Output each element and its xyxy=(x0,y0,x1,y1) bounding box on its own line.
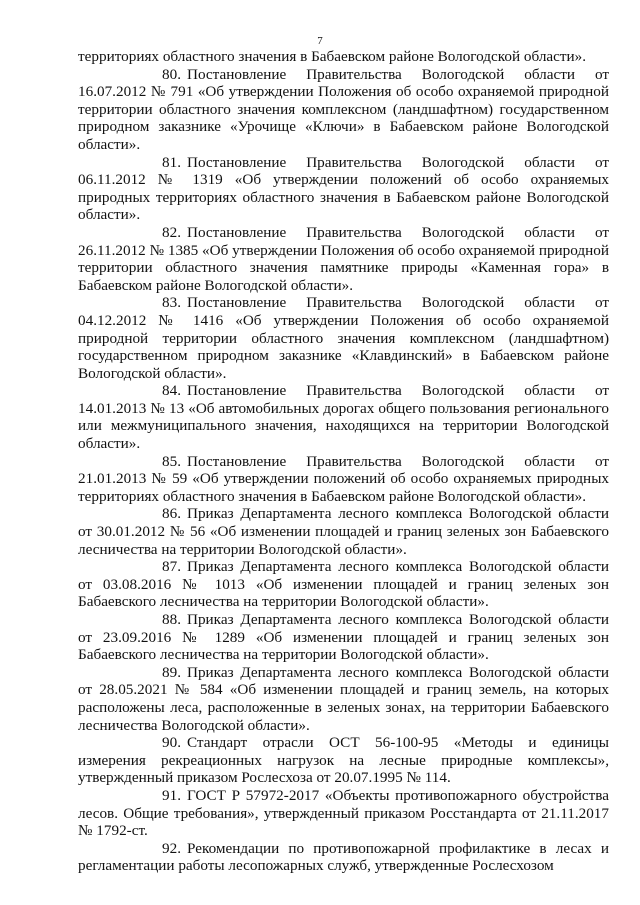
list-item xyxy=(78,611,609,664)
continued-paragraph: территориях областного значения в Бабаевском районе Вологодской области». xyxy=(78,48,587,65)
item-number: 80. xyxy=(162,65,181,83)
item-text: Постановление Правительства Вологодской области от 04.12.2012 № 1416 «Об утверждении Положения об особо охраняемой природной территории областного значения комплексном (ландшафтном) государственном природном заказнике «Клавдинский» в Бабаевском районе Вологодской области». xyxy=(78,294,609,382)
item-text: ГОСТ Р 57972-2017 «Объекты противопожарного обустройства лесов. Общие требования», утвержденный приказом Росстандарта от 21.11.2017 № 1792-ст. xyxy=(78,786,609,840)
item-text: Приказ Департамента лесного комплекса Вологодской области от 30.01.2012 № 56 «Об изменении площадей и границ зеленых зон Бабаевского лесничества на территории Вологодской области». xyxy=(78,505,609,558)
item-text: Постановление Правительства Вологодской области от 21.01.2013 № 59 «Об утверждении положений об особо охраняемых природных территориях областного значения в Бабаевском районе Вологодской области». xyxy=(78,452,609,505)
item-text: Приказ Департамента лесного комплекса Вологодской области от 23.09.2016 № 1289 «Об изменении площадей и границ зеленых зон Бабаевского лесничества на территории Вологодской области». xyxy=(78,611,609,664)
list-item xyxy=(78,382,609,452)
item-text: Постановление Правительства Вологодской области от 16.07.2012 № 791 «Об утверждении Положения об особо охраняемой природной территории областного значения комплексном (ландшафтном) государственном природном заказнике «Урочище «Ключи» в Бабаевском районе Вологодской области». xyxy=(78,65,609,153)
list-item xyxy=(78,154,609,224)
list-item xyxy=(78,66,609,154)
item-text: Стандарт отрасли ОСТ 56-100-95 «Методы и единицы измерения рекреационных нагрузок на лесные природные комплексы», утвержденный приказом Рослесхоза от 20.07.1995 № 114. xyxy=(78,734,609,787)
list-item xyxy=(78,224,609,294)
item-text: Постановление Правительства Вологодской области от 06.11.2012 № 1319 «Об утверждении положений об особо охраняемых природных территориях областного значения в Бабаевском районе Вологодской области». xyxy=(78,153,609,224)
item-number: 90. xyxy=(162,734,181,752)
list-item xyxy=(78,787,609,840)
list-item xyxy=(78,505,609,558)
item-number: 91. xyxy=(162,786,181,804)
list-item xyxy=(78,453,609,506)
item-number: 89. xyxy=(162,663,181,681)
item-number: 86. xyxy=(162,505,181,523)
item-number: 81. xyxy=(162,153,181,171)
item-text: Рекомендации по противопожарной профилактике в лесах и регламентации работы лесопожарных служб, утвержденные Рослесхозом xyxy=(78,839,609,875)
item-text: Постановление Правительства Вологодской области от 26.11.2012 № 1385 «Об утверждении Положения об особо охраняемой природной территории областного значения памятнике природы «Каменная гора» в Бабаевском районе Вологодской области». xyxy=(78,223,609,294)
item-number: 85. xyxy=(162,452,181,470)
list-item xyxy=(78,664,609,734)
list-item xyxy=(78,294,609,382)
document-body xyxy=(78,48,609,875)
list-item xyxy=(78,840,609,875)
list-item xyxy=(78,734,609,787)
item-number: 92. xyxy=(162,839,181,857)
item-number: 88. xyxy=(162,611,181,628)
item-number: 84. xyxy=(162,382,181,400)
item-text: Приказ Департамента лесного комплекса Вологодской области от 03.08.2016 № 1013 «Об изменении площадей и границ зеленых зон Бабаевского лесничества на территории Вологодской области». xyxy=(78,558,609,611)
page-number: 7 xyxy=(317,35,323,47)
item-text: Приказ Департамента лесного комплекса Вологодской области от 28.05.2021 № 584 «Об изменении площадей и границ земель, на которых расположены леса, расположенные в зеленых зонах, на территории Бабаевского лесничества Вологодской области». xyxy=(78,663,609,734)
item-number: 87. xyxy=(162,558,181,576)
item-text: Постановление Правительства Вологодской области от 14.01.2013 № 13 «Об автомобильных дорогах общего пользования регионального или межмуниципального значения, находящихся на территории Вологодской области». xyxy=(78,382,609,453)
list-item xyxy=(78,558,609,611)
reference-list xyxy=(78,66,609,875)
item-number: 83. xyxy=(162,294,181,312)
item-number: 82. xyxy=(162,223,181,241)
